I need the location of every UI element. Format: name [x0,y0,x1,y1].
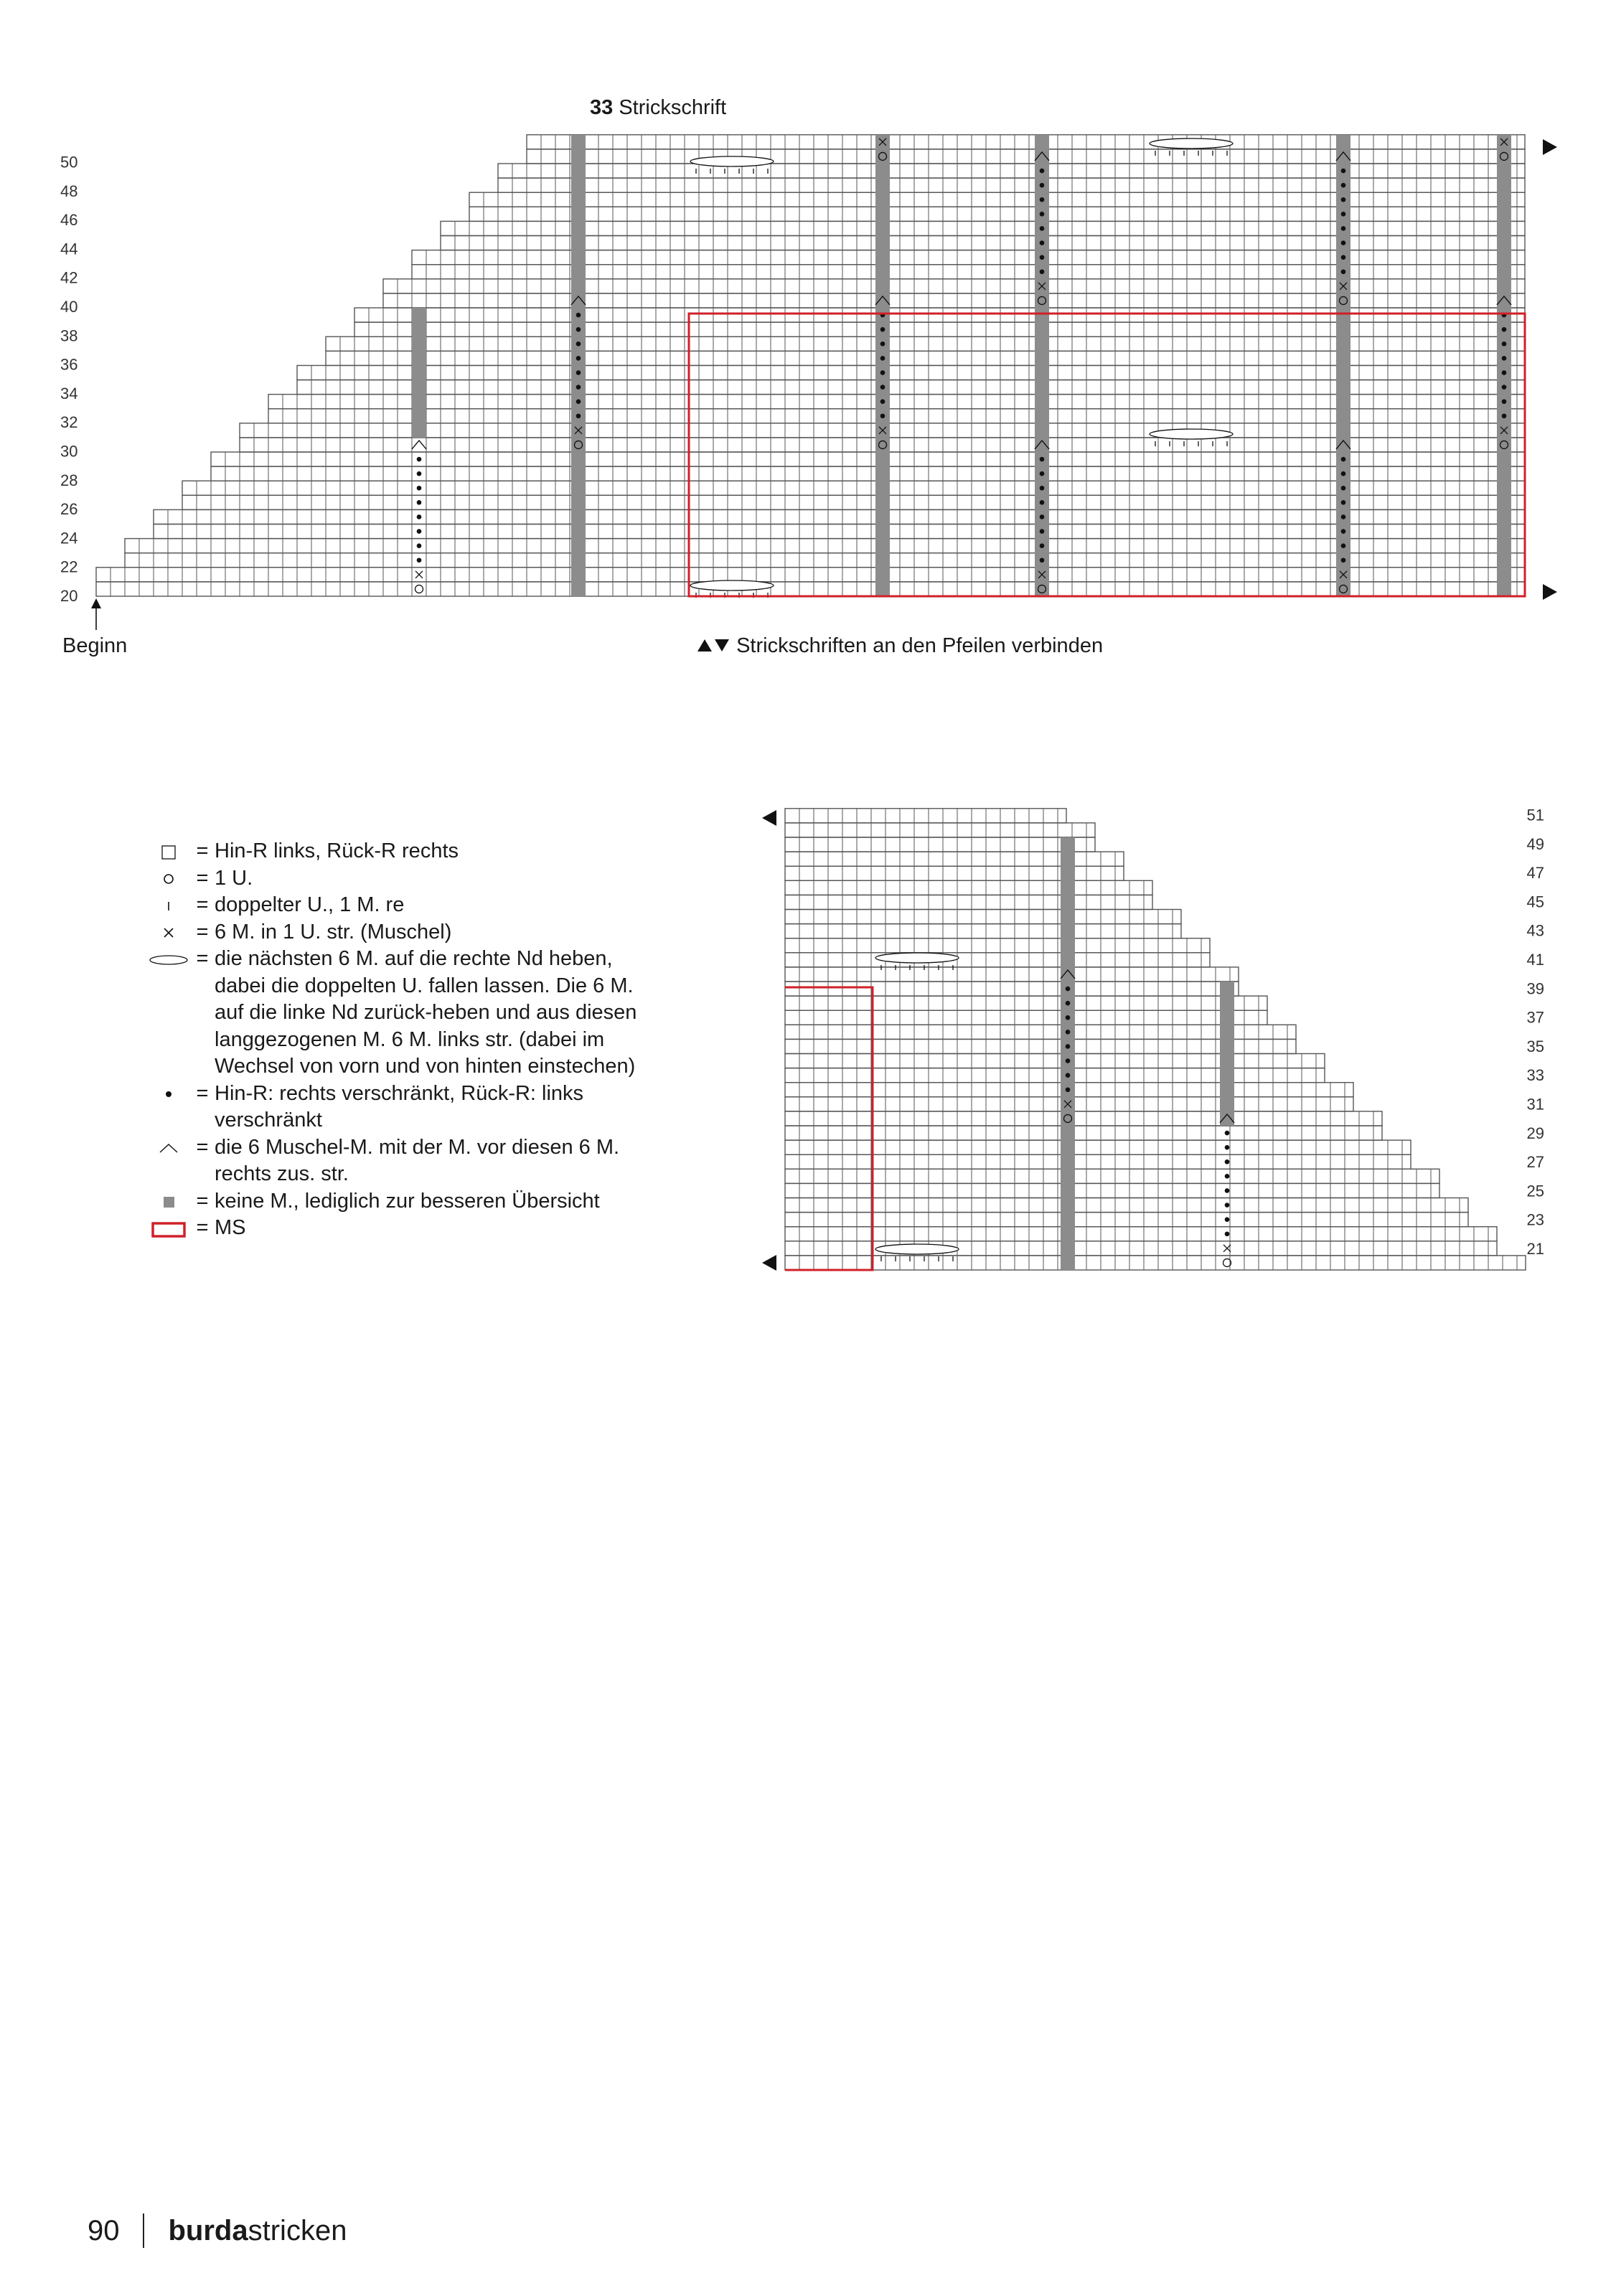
gray-square-icon [149,1190,189,1212]
legend-text: keine M., lediglich zur besseren Übersicht [215,1189,600,1213]
chart-row [785,996,1267,1010]
twisted-stitch-dot [1225,1217,1230,1222]
row-outline [785,1025,1296,1039]
twisted-stitch-dot [1066,1001,1071,1006]
row-label: 21 [1526,1240,1544,1258]
chart-number: 33 [590,96,614,119]
row-outline [785,1198,1468,1213]
twisted-stitch-dot [1066,1044,1071,1049]
legend-text: Hin-R: rechts verschränkt, Rück-R: links verschränkt [215,1081,584,1131]
row-label: 39 [1526,979,1544,998]
twisted-stitch-dot [1066,987,1071,992]
chart-row [785,982,1239,996]
row-label: 41 [1526,951,1544,969]
row-label: 49 [1526,834,1544,853]
brand-light: stricken [248,2214,347,2246]
no-stitch-column [1061,837,1075,1270]
row-outline [785,1183,1439,1198]
row-outline [785,1169,1439,1183]
legend-symbol [147,1081,190,1107]
twisted-stitch-dot [1066,1058,1071,1063]
legend-equals: = [196,920,209,944]
row-label: 28 [60,471,78,489]
row-label: 43 [1526,921,1544,940]
join-note [697,634,1103,658]
chart-legend [147,838,649,1242]
legend-item [147,1134,649,1188]
row-label: 32 [60,413,78,432]
legend-symbol [147,865,190,892]
chart-row [785,880,1152,895]
twisted-stitch-dot [1225,1131,1230,1136]
chart-row [785,938,1210,953]
twisted-stitch-dot [1225,1174,1230,1179]
start-label: Beginn [62,634,128,657]
chart-row [785,953,1210,967]
row-label: 38 [60,326,78,345]
brand-logo [169,2215,347,2247]
chart-row [785,1126,1382,1140]
row-label: 46 [60,211,78,230]
row-label: 25 [1526,1182,1544,1200]
legend-text: doppelter U., 1 M. re [215,893,405,916]
legend-symbol [147,838,190,865]
row-label: 47 [1526,864,1544,883]
row-outline [785,895,1152,909]
chart-row [785,924,1181,938]
chart-row [785,1111,1382,1126]
legend-symbol [147,946,190,972]
chart-row [785,967,1239,982]
row-outline [785,1140,1411,1154]
row-outline [785,996,1267,1010]
row-label: 37 [1526,1008,1544,1027]
row-label: 31 [1526,1095,1544,1114]
join-note-text: Strickschriften an den Pfeilen verbinden [736,634,1104,657]
legend-item [147,838,649,865]
join-arrow-left-icon [762,810,776,826]
row-label: 36 [60,355,78,374]
legend-equals: = [196,893,209,916]
chart-row [785,837,1095,852]
legend-equals: = [196,839,209,862]
row-outline [785,924,1181,938]
legend-symbol [147,1134,190,1161]
row-label: 35 [1526,1037,1544,1055]
legend-symbol [147,919,190,946]
row-outline [785,823,1095,837]
row-label: 33 [1526,1066,1544,1085]
dot-icon [149,1083,189,1104]
row-outline [785,1010,1267,1025]
row-outline [785,809,1066,823]
join-arrows-icon [697,636,731,654]
legend-item [147,1188,649,1215]
caret-shape [160,1144,177,1152]
row-label: 51 [1526,806,1544,824]
legend-item [147,946,649,1081]
caret-icon [149,1137,189,1158]
cross-icon [149,921,189,943]
row-label: 26 [60,500,78,519]
legend-equals: = [196,1081,209,1105]
chart-row [785,1039,1296,1053]
row-outline [785,1256,1526,1270]
chart-row [785,823,1095,837]
row-outline [785,982,1239,996]
row-label: 50 [60,153,78,171]
page-number: 90 [88,2214,120,2246]
circle-shape [164,875,173,883]
row-label: 40 [60,298,78,316]
legend-symbol [147,1188,190,1215]
row-label: 44 [60,240,78,258]
row-label: 23 [1526,1210,1544,1229]
twisted-stitch-dot [1225,1145,1230,1150]
no-stitch-column [1220,982,1234,1126]
twisted-stitch-dot [1225,1231,1230,1236]
chart-row [785,1054,1325,1068]
twisted-stitch-dot [1066,1073,1071,1078]
ellipse-shape [150,956,187,964]
legend-equals: = [196,1216,209,1239]
chart-row [785,1227,1497,1241]
rectangle-shape [153,1223,184,1236]
chart-title-text: Strickschrift [619,96,727,119]
legend-text: 6 M. in 1 U. str. (Muschel) [215,920,452,944]
vertical-line-icon [149,895,189,916]
twisted-stitch-dot [1066,1030,1071,1035]
row-outline [785,1126,1382,1140]
row-outline [785,1039,1296,1053]
row-label: 34 [60,384,78,403]
legend-text: Hin-R links, Rück-R rechts [215,839,459,862]
chart-row [785,1183,1439,1198]
join-arrow-left-icon [762,1255,776,1271]
pattern-repeat-outline [785,987,873,1270]
twisted-stitch-dot [1066,1015,1071,1020]
row-outline [785,880,1152,895]
twisted-stitch-dot [1066,1087,1071,1092]
chart-row [785,1010,1267,1025]
square-shape [164,1197,174,1208]
row-label: 42 [60,268,78,287]
legend-item [147,892,649,919]
legend-text: die nächsten 6 M. auf die rechte Nd heben, dabei die doppelten U. fallen lassen. Die 6 M. auf die linke Nd zurück-heben und aus diesen langgezogenen M. 6 M. links str. (dabei im Wechsel von vorn und von hinten einstechen) [215,947,637,1078]
chart-row [785,1169,1439,1183]
chart-row [785,895,1152,909]
row-outline [785,1054,1325,1068]
chart-row [785,1198,1468,1213]
chart-row [785,910,1181,924]
row-outline [785,910,1181,924]
legend-item [147,919,649,946]
row-outline [785,967,1239,982]
row-label: 27 [1526,1153,1544,1172]
row-label: 24 [60,529,78,547]
ellipse-icon [149,949,189,970]
chart-row [785,1140,1411,1154]
chart-row [785,809,1066,823]
row-outline [785,837,1095,852]
circle-icon [149,867,189,889]
elongated-stitch-group [875,1244,959,1261]
row-outline [785,1154,1411,1169]
legend-text: MS [215,1216,246,1239]
elongated-ellipse [875,953,959,963]
legend-text: die 6 Muschel-M. mit der M. vor diesen 6 M. rechts zus. str. [215,1135,620,1185]
chart-row [785,1154,1411,1169]
row-outline [785,1068,1325,1083]
row-label: 48 [60,182,78,200]
elongated-ellipse [875,1244,959,1254]
legend-item [147,865,649,893]
row-outline [785,1227,1497,1241]
chart-row [785,1256,1526,1270]
chart-row [785,1213,1468,1227]
row-label: 20 [60,587,78,605]
twisted-stitch-dot [1225,1159,1230,1165]
row-label: 22 [60,557,78,576]
red-rectangle-icon [149,1218,189,1239]
row-outline [785,1111,1382,1126]
twisted-stitch-dot [1225,1188,1230,1193]
legend-equals: = [196,1135,209,1159]
row-label: 29 [1526,1124,1544,1142]
row-label: 45 [1526,893,1544,911]
legend-symbol [147,1215,190,1241]
legend-text: 1 U. [215,866,253,890]
empty-square-icon [149,841,189,862]
legend-equals: = [196,1189,209,1213]
legend-item [147,1081,649,1134]
brand-bold: burda [168,2214,248,2246]
row-outline [785,953,1210,967]
chart-row [785,1068,1325,1083]
legend-symbol [147,892,190,918]
footer-divider [143,2213,144,2248]
chart-row [785,1025,1296,1039]
square-shape [162,846,175,859]
legend-equals: = [196,947,209,970]
page-footer [88,2213,347,2248]
dot-shape [166,1091,172,1097]
twisted-stitch-dot [1225,1203,1230,1208]
legend-item [147,1215,649,1242]
row-label: 30 [60,442,78,461]
legend-equals: = [196,866,209,890]
row-outline [785,938,1210,953]
row-outline [785,1213,1468,1227]
